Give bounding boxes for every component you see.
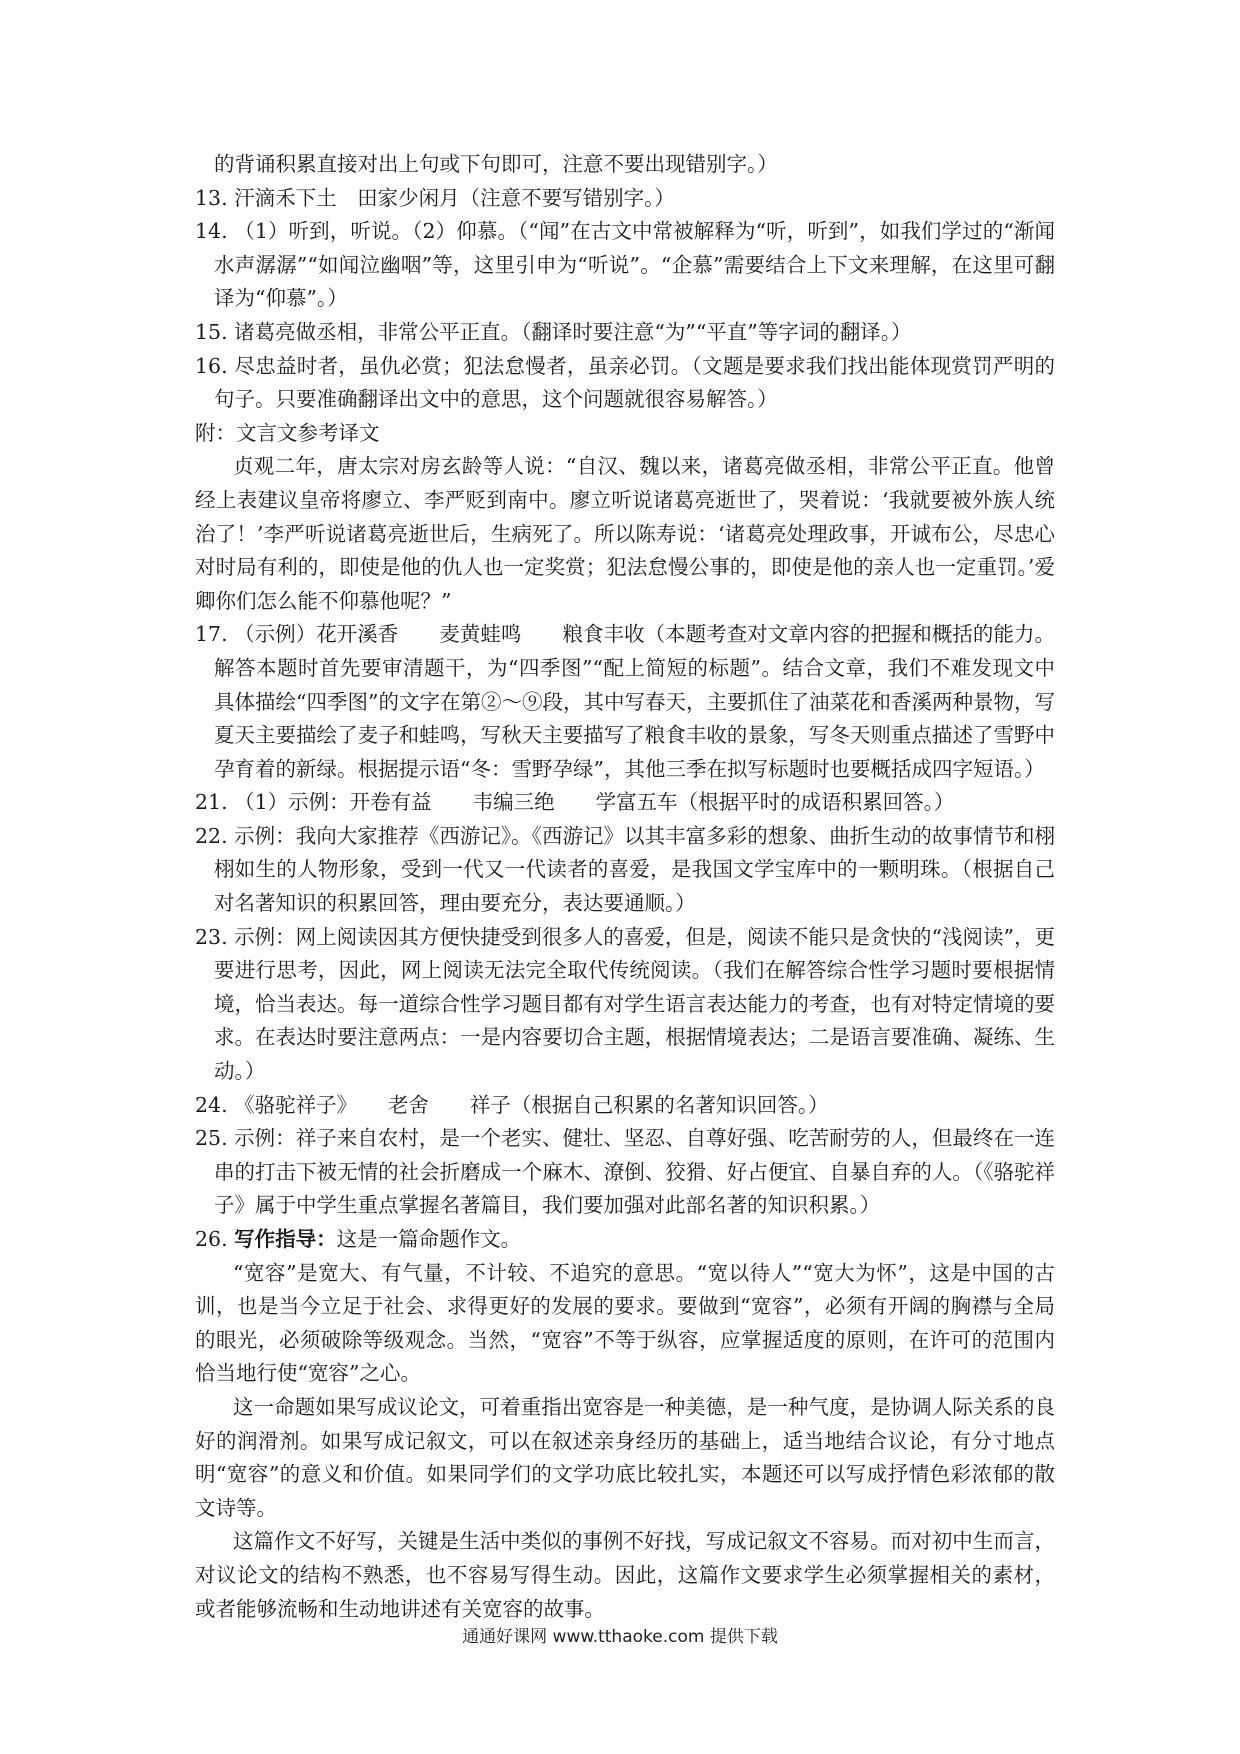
answer-16: 16. 尽忠益时者，虽仇必赏；犯法怠慢者，虽亲必罚。（文题是要求我们找出能体现赏罚严明的句子。只要准确翻译出文中的意思，这个问题就很容易解答。） bbox=[195, 353, 1055, 412]
continuation-line: 的背诵积累直接对出上句或下句即可，注意不要出现错别字。） bbox=[214, 152, 778, 176]
appendix-heading: 附：文言文参考译文 bbox=[195, 420, 380, 445]
answer-26-text: 这是一篇命题作文。 bbox=[336, 1227, 522, 1251]
answer-17: 17. （示例）花开溪香 麦黄蛙鸣 粮食丰收（本题考查对文章内容的把握和概括的能力。解答本题时首先要审清题干，为“四季图”“配上简短的标题”。结合文章，我们不难发现文中具体描绘“四季图”的文字在第②～⑨段，其中写春天，主要抓住了油菜花和香溪两种景物，写夏天主要描绘了麦子和蛙鸣，写秋天主要描写了粮食丰收的景象，写冬天则重点描述了雪野中孕育着的新绿。根据提示语“冬：雪野孕绿”，其他三季在拟写标题时也要概括成四字短语。） bbox=[195, 622, 1055, 781]
answer-24: 24. 《骆驼祥子》 老舍 祥子（根据自己积累的名著知识回答。） bbox=[195, 1092, 829, 1117]
writing-guide-label: 写作指导： bbox=[234, 1227, 337, 1251]
appendix-translation: 贞观二年，唐太宗对房玄龄等人说：“自汉、魏以来，诸葛亮做丞相，非常公平正直。他曾经上表建议皇帝将廖立、李严贬到南中。廖立听说诸葛亮逝世了，哭着说：‘我就要被外族人统治了！’李严听说诸葛亮逝世后，生病死了。所以陈寿说：‘诸葛亮处理政事，开诚布公，尽忠心对时局有利的，即使是他的仇人也一定奖赏；犯法怠慢公事的，即使是他的亲人也一定重罚。’爱卿你们怎么能不仰慕他呢？” bbox=[195, 454, 1055, 613]
page-footer: 通通好课网 www.tthaoke.com 提供下载 bbox=[462, 1627, 778, 1647]
answer-23: 23. 示例：网上阅读因其方便快捷受到很多人的喜爱，但是，阅读不能只是贪快的“浅阅读”，更要进行思考，因此，网上阅读无法完全取代传统阅读。（我们在解答综合性学习题时要根据情境，恰当表达。每一道综合性学习题目都有对学生语言表达能力的考查，也有对特定情境的要求。在表达时要注意两点：一是内容要切合主题，根据情境表达；二是语言要准确、凝练、生动。） bbox=[195, 924, 1055, 1084]
writing-guide-paragraph-1: “宽容”是宽大、有气量，不计较、不追究的意思。“宽以待人”“宽大为怀”，这是中国的古训，也是当今立足于社会、求得更好的发展的要求。要做到“宽容”，必须有开阔的胸襟与全局的眼光，必须破除等级观念。当然，“宽容”不等于纵容，应掌握适度的原则，在许可的范围内恰当地行使“宽容”之心。 bbox=[195, 1260, 1055, 1386]
answer-15: 15. 诸葛亮做丞相，非常公平正直。（翻译时要注意“为”“平直”等字词的翻译。） bbox=[195, 319, 912, 344]
answer-26-number: 26. bbox=[195, 1227, 235, 1251]
writing-guide-paragraph-2: 这一命题如果写成议论文，可着重指出宽容是一种美德，是一种气度，是协调人际关系的良好的润滑剂。如果写成记叙文，可以在叙述亲身经历的基础上，适当地结合议论，有分寸地点明“宽容”的意义和价值。如果同学们的文学功底比较扎实，本题还可以写成抒情色彩浓郁的散文诗等。 bbox=[195, 1394, 1055, 1520]
document-body bbox=[195, 148, 1055, 1626]
answer-13: 13. 汗滴禾下土 田家少闲月（注意不要写错别字。） bbox=[195, 185, 675, 210]
answer-14: 14. （1）听到，听说。（2）仰慕。（“闻”在古文中常被解释为“听，听到”，如我们学过的“渐闻水声潺潺”“如闻泣幽咽”等，这里引申为“听说”。“企慕”需要结合上下文来理解，在这里可翻译为“仰慕”。） bbox=[195, 219, 1055, 311]
answer-26 bbox=[195, 1223, 1055, 1257]
writing-guide-paragraph-3: 这篇作文不好写，关键是生活中类似的事例不好找，写成记叙文不容易。而对初中生而言，对议论文的结构不熟悉，也不容易写得生动。因此，这篇作文要求学生必须掌握相关的素材，或者能够流畅和生动地讲述有关宽容的故事。 bbox=[195, 1529, 1055, 1621]
answer-22: 22. 示例：我向大家推荐《西游记》。《西游记》以其丰富多彩的想象、曲折生动的故事情节和栩栩如生的人物形象，受到一代又一代读者的喜爱，是我国文学宝库中的一颗明珠。（根据自己对名著知识的积累回答，理由要充分，表达要通顺。） bbox=[195, 823, 1055, 916]
answer-25: 25. 示例：祥子来自农村，是一个老实、健壮、坚忍、自尊好强、吃苦耐劳的人，但最终在一连串的打击下被无情的社会折磨成一个麻木、潦倒、狡猾、好占便宜、自暴自弃的人。（《骆驼祥子》属于中学生重点掌握名著篇目，我们要加强对此部名著的知识积累。） bbox=[195, 1126, 1055, 1218]
answer-21: 21. （1）示例：开卷有益 韦编三绝 学富五车（根据平时的成语积累回答。） bbox=[195, 790, 955, 815]
